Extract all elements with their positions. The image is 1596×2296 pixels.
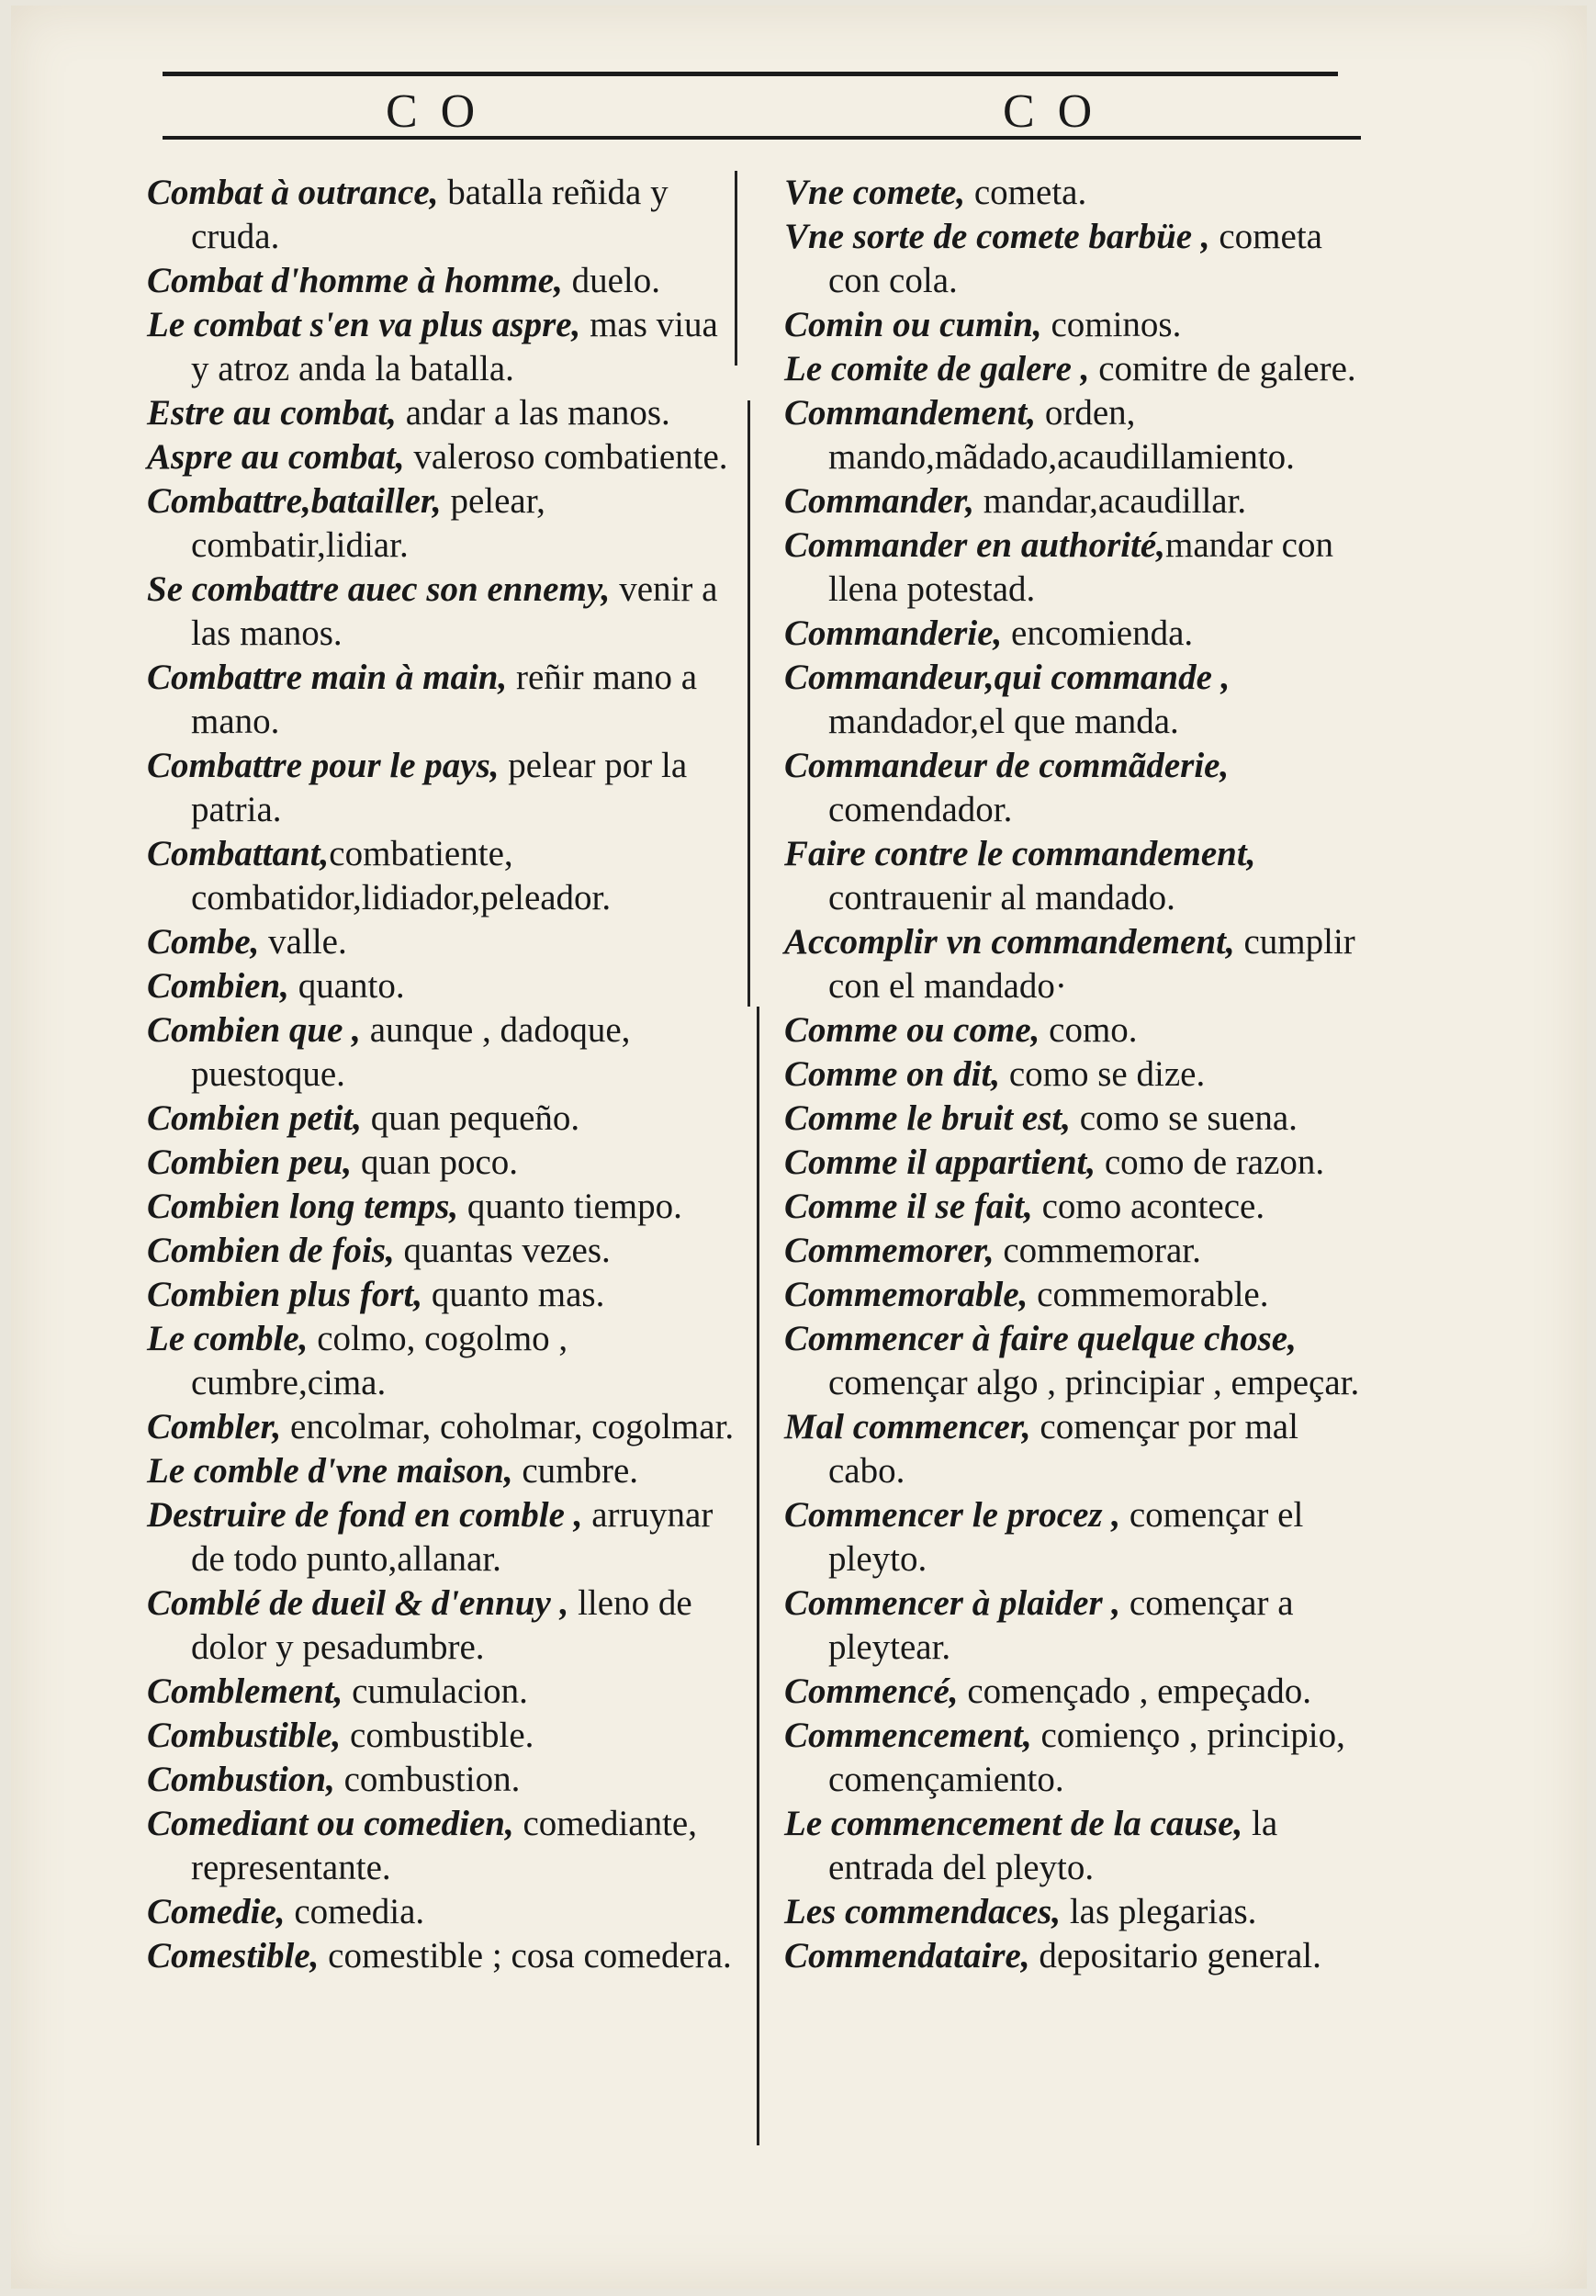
dictionary-entry	[147, 744, 735, 832]
entry-headword: Comestible,	[147, 1936, 320, 1975]
entry-headword: Commandeur de commãderie,	[784, 746, 1230, 785]
entry-definition: commemorar.	[994, 1231, 1201, 1270]
dictionary-entry	[784, 1141, 1381, 1185]
entry-definition: comediante, representante.	[191, 1804, 697, 1887]
entry-definition: quanto tiempo.	[458, 1187, 682, 1226]
entry-headword: Combien que ,	[147, 1010, 361, 1050]
entry-headword: Combattre,batailler,	[147, 481, 442, 521]
entry-definition: cumulacion.	[343, 1671, 528, 1711]
entry-headword: Faire contre le commandement,	[784, 834, 1256, 873]
entry-definition: quan poco.	[352, 1142, 519, 1182]
entry-headword: Combat d'homme à homme,	[147, 261, 563, 300]
dictionary-entry	[147, 1934, 735, 1978]
entry-definition: mandar con llena potestad.	[828, 525, 1333, 609]
running-header-left: C O	[386, 85, 481, 138]
entry-definition: començar el pleyto.	[828, 1495, 1304, 1579]
entry-definition: quan pequeño.	[362, 1098, 580, 1138]
entry-headword: Commander,	[784, 481, 974, 521]
entry-definition: aunque , dadoque, puestoque.	[191, 1010, 631, 1094]
entry-headword: Comme il appartient,	[784, 1142, 1096, 1182]
dictionary-entry	[147, 832, 735, 920]
entry-definition: comedia.	[285, 1892, 425, 1931]
entry-headword: Le comble d'vne maison,	[147, 1451, 513, 1491]
dictionary-entry	[147, 1714, 735, 1758]
entry-headword: Commandement,	[784, 393, 1037, 433]
dictionary-entry	[147, 1317, 735, 1405]
entry-headword: Destruire de fond en comble ,	[147, 1495, 583, 1535]
entry-definition: commemorable.	[1028, 1275, 1269, 1314]
entry-definition: encolmar, coholmar, cogolmar.	[281, 1407, 735, 1446]
dictionary-entry	[147, 1097, 735, 1141]
entry-definition: combatiente, combatidor,lidiador,peleador.	[191, 834, 612, 917]
dictionary-entry	[784, 303, 1381, 347]
dictionary-entry	[784, 656, 1381, 744]
entry-definition: pelear por la patria.	[191, 746, 688, 829]
entry-definition: comitre de galere.	[1089, 349, 1356, 388]
dictionary-entry	[147, 1581, 735, 1670]
entry-definition: començar por mal cabo.	[828, 1407, 1298, 1491]
dictionary-entry	[147, 171, 735, 259]
entry-definition: quanto.	[288, 966, 405, 1006]
dictionary-entry	[147, 1890, 735, 1934]
entry-headword: Comme il se fait,	[784, 1187, 1033, 1226]
entry-definition: contrauenir al mandado.	[828, 878, 1175, 917]
dictionary-entry	[784, 347, 1381, 391]
dictionary-entry	[784, 1008, 1381, 1052]
entry-definition: como se suena.	[1071, 1098, 1298, 1138]
entry-headword: Comblé de dueil & d'ennuy ,	[147, 1583, 569, 1623]
column-divider-upper	[735, 171, 737, 366]
entry-headword: Combattant,	[147, 834, 330, 873]
dictionary-entry	[784, 1714, 1381, 1802]
entry-definition: combustion.	[334, 1760, 521, 1799]
dictionary-entry	[784, 391, 1381, 479]
dictionary-entry	[784, 1405, 1381, 1493]
entry-headword: Combler,	[147, 1407, 282, 1446]
dictionary-entry	[784, 215, 1381, 303]
entry-definition: la entrada del pleyto.	[828, 1804, 1278, 1887]
entry-definition: començar a pleytear.	[828, 1583, 1294, 1667]
dictionary-entry	[147, 1670, 735, 1714]
dictionary-entry	[784, 523, 1381, 612]
entry-headword: Comme le bruit est,	[784, 1098, 1071, 1138]
entry-headword: Le comite de galere ,	[784, 349, 1090, 388]
entry-headword: Commencement,	[784, 1716, 1032, 1755]
entry-headword: Commemorable,	[784, 1275, 1028, 1314]
entry-headword: Le combat s'en va plus aspre,	[147, 305, 581, 344]
dictionary-entry	[784, 479, 1381, 523]
dictionary-entry	[147, 1493, 735, 1581]
entry-headword: Commanderie,	[784, 613, 1003, 653]
entry-headword: Vne comete,	[784, 173, 966, 212]
entry-definition: cometa.	[965, 173, 1087, 212]
dictionary-entry	[147, 1229, 735, 1273]
entry-definition: comienço , principio, començamiento.	[828, 1716, 1345, 1799]
dictionary-entry	[784, 1052, 1381, 1097]
entry-definition: quanto mas.	[422, 1275, 605, 1314]
entry-headword: Les commendaces,	[784, 1892, 1062, 1931]
dictionary-entry	[784, 1802, 1381, 1890]
entry-headword: Commencer le procez ,	[784, 1495, 1121, 1535]
entry-headword: Comme ou come,	[784, 1010, 1040, 1050]
entry-headword: Combat à outrance,	[147, 173, 439, 212]
dictionary-entry	[147, 1185, 735, 1229]
entry-headword: Combattre pour le pays,	[147, 746, 500, 785]
entry-definition: comestible ; cosa comedera.	[319, 1936, 732, 1975]
dictionary-entry	[147, 1449, 735, 1493]
entry-definition: como se dize.	[1000, 1054, 1206, 1094]
entry-definition: mandar,acaudillar.	[973, 481, 1247, 521]
entry-headword: Commencer à faire quelque chose,	[784, 1319, 1297, 1358]
entry-definition: cumbre.	[512, 1451, 639, 1491]
entry-definition: començado , empeçado.	[958, 1671, 1311, 1711]
entry-headword: Combien de fois,	[147, 1231, 395, 1270]
entry-headword: Aspre au combat,	[147, 437, 405, 477]
entry-headword: Combien,	[147, 966, 289, 1006]
entry-headword: Estre au combat,	[147, 393, 397, 433]
entry-headword: Mal commencer,	[784, 1407, 1031, 1446]
entry-definition: combustible.	[341, 1716, 534, 1755]
book-page	[11, 6, 1587, 2289]
column-divider-lower	[757, 1007, 759, 2145]
entry-definition: començar algo , principiar , empeçar.	[828, 1363, 1360, 1402]
entry-headword: Combien long temps,	[147, 1187, 459, 1226]
column-divider-middle	[747, 400, 750, 1007]
entry-headword: Comblement,	[147, 1671, 343, 1711]
dictionary-entry	[784, 920, 1381, 1008]
dictionary-entry	[147, 259, 735, 303]
entry-definition: cometa con cola.	[828, 217, 1322, 300]
entry-headword: Comin ou cumin,	[784, 305, 1042, 344]
entry-headword: Vne sorte de comete barbüe ,	[784, 217, 1210, 256]
dictionary-entry	[147, 656, 735, 744]
entry-definition: depositario general.	[1029, 1936, 1321, 1975]
entry-definition: lleno de dolor y pesadumbre.	[191, 1583, 692, 1667]
header-rule-bottom	[163, 136, 1361, 140]
entry-headword: Combien petit,	[147, 1098, 362, 1138]
entry-definition: venir a las manos.	[191, 569, 718, 653]
dictionary-entry	[147, 1273, 735, 1317]
dictionary-entry	[147, 435, 735, 479]
entry-headword: Combe,	[147, 922, 260, 962]
entry-definition: quantas vezes.	[394, 1231, 611, 1270]
dictionary-entry	[147, 568, 735, 656]
dictionary-entry	[147, 920, 735, 964]
dictionary-entry	[784, 1229, 1381, 1273]
entry-headword: Accomplir vn commandement,	[784, 922, 1235, 962]
entry-definition: valeroso combatiente.	[404, 437, 728, 477]
entry-headword: Combien peu,	[147, 1142, 353, 1182]
dictionary-entry	[147, 1141, 735, 1185]
dictionary-entry	[784, 1581, 1381, 1670]
dictionary-entry	[784, 744, 1381, 832]
dictionary-entry	[784, 1273, 1381, 1317]
entry-definition: encomienda.	[1002, 613, 1194, 653]
entry-headword: Commander en authorité,	[784, 525, 1165, 565]
entry-definition: colmo, cogolmo , cumbre,cima.	[191, 1319, 568, 1402]
dictionary-entry	[784, 612, 1381, 656]
dictionary-entry	[147, 479, 735, 568]
dictionary-entry	[784, 1934, 1381, 1978]
dictionary-entry	[784, 1097, 1381, 1141]
dictionary-entry	[784, 171, 1381, 215]
entry-definition: arruynar de todo punto,allanar.	[191, 1495, 714, 1579]
dictionary-entry	[784, 1493, 1381, 1581]
entry-definition: duelo.	[562, 261, 661, 300]
dictionary-entry	[147, 964, 735, 1008]
entry-definition: batalla reñida y cruda.	[191, 173, 669, 256]
running-header-right: C O	[1003, 85, 1098, 138]
entry-definition: las plegarias.	[1061, 1892, 1257, 1931]
dictionary-entry	[147, 1802, 735, 1890]
entry-definition: como acontece.	[1032, 1187, 1265, 1226]
entry-headword: Combustible,	[147, 1716, 342, 1755]
entry-definition: orden, mando,mãdado,acaudillamiento.	[828, 393, 1295, 477]
right-column	[784, 171, 1381, 1978]
entry-headword: Comme on dit,	[784, 1054, 1001, 1094]
entry-definition: mandador,el que manda.	[828, 702, 1179, 741]
entry-definition: valle.	[259, 922, 347, 962]
entry-headword: Comediant ou comedien,	[147, 1804, 514, 1843]
dictionary-entry	[147, 303, 735, 391]
entry-definition: cominos.	[1041, 305, 1182, 344]
entry-headword: Le comble,	[147, 1319, 309, 1358]
entry-headword: Comedie,	[147, 1892, 286, 1931]
entry-headword: Combustion,	[147, 1760, 335, 1799]
entry-headword: Se combattre auec son ennemy,	[147, 569, 611, 609]
dictionary-entry	[147, 1758, 735, 1802]
entry-definition: comendador.	[828, 790, 1013, 829]
dictionary-entry	[784, 1185, 1381, 1229]
entry-headword: Commencé,	[784, 1671, 959, 1711]
header-rule-top	[163, 72, 1338, 76]
entry-headword: Combien plus fort,	[147, 1275, 423, 1314]
entry-definition: pelear, combatir,lidiar.	[191, 481, 545, 565]
dictionary-entry	[147, 1008, 735, 1097]
entry-definition: andar a las manos.	[396, 393, 670, 433]
entry-definition: como.	[1040, 1010, 1138, 1050]
entry-headword: Commemorer,	[784, 1231, 995, 1270]
entry-headword: Commandeur,qui commande ,	[784, 658, 1231, 697]
entry-definition: cumplir con el mandado·	[828, 922, 1355, 1006]
entry-headword: Combattre main à main,	[147, 658, 508, 697]
dictionary-entry	[784, 1670, 1381, 1714]
dictionary-entry	[147, 1405, 735, 1449]
entry-definition: mas viua y atroz anda la batalla.	[191, 305, 718, 388]
left-column	[147, 171, 735, 1978]
entry-headword: Commendataire,	[784, 1936, 1030, 1975]
entry-headword: Commencer à plaider ,	[784, 1583, 1121, 1623]
dictionary-entry	[784, 1317, 1381, 1405]
dictionary-entry	[784, 1890, 1381, 1934]
entry-definition: reñir mano a mano.	[191, 658, 698, 741]
entry-headword: Le commencement de la cause,	[784, 1804, 1243, 1843]
dictionary-entry	[147, 391, 735, 435]
entry-definition: como de razon.	[1096, 1142, 1325, 1182]
dictionary-entry	[784, 832, 1381, 920]
